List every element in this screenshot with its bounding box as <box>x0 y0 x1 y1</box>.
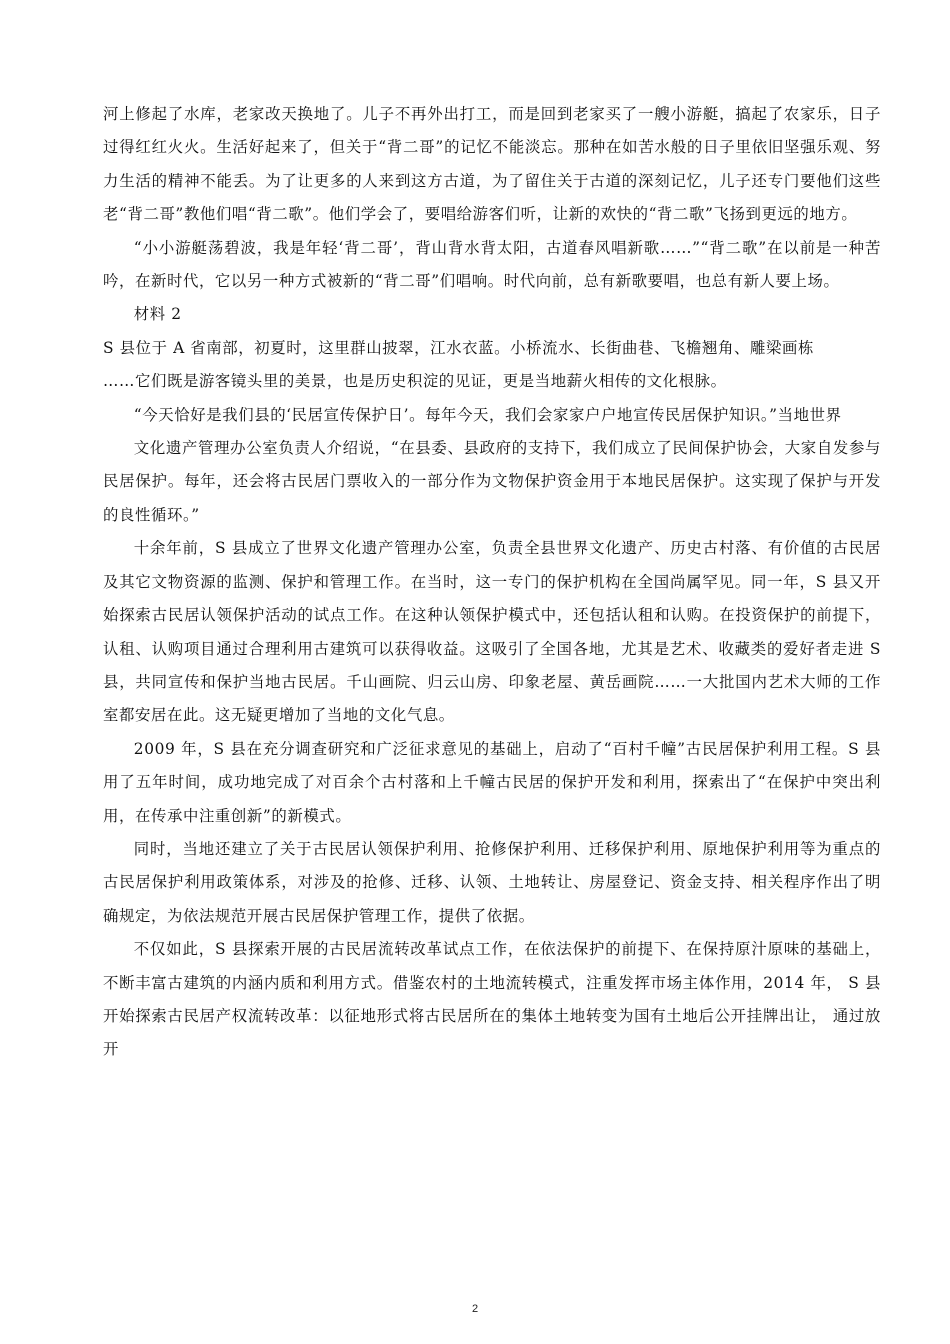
paragraph-8: 十余年前，S 县成立了世界文化遗产管理办公室，负责全县世界文化遗产、历史古村落、有价值的古民居及其它文物资源的监测、保护和管理工作。在当时，这一专门的保护机构在全国尚属罕见。同一年，S 县又开始探索古民居认领保护活动的试点工作。在这种认领保护模式中，还包括认租和认购。在投资保护的前提下，认租、认购项目通过合理利用古建筑可以获得收益。这吸引了全国各地，尤其是艺术、收藏类的爱好者走进 S 县，共同宣传和保护当地古民居。千山画院、归云山房、印象老屋、黄岳画院……一大批国内艺术大师的工作室都安居在此。这无疑更增加了当地的文化气息。 <box>103 539 881 725</box>
section-heading-material-2: 材料 2 <box>133 305 182 324</box>
paragraph-1: 河上修起了水库，老家改天换地了。儿子不再外出打工，而是回到老家买了一艘小游艇，搞起了农家乐，日子过得红红火火。生活好起来了，但关于“背二哥”的记忆不能淡忘。那种在如苦水般的日子里依旧坚强乐观、努力生活的精神不能丢。为了让更多的人来到这方古道，为了留住关于古道的深刻记忆，儿子还专门要他们这些老“背二哥”教他们唱“背二歌”。他们学会了，要唱给游客们听，让新的欢快的“背二歌”飞扬到更远的地方。 <box>103 105 881 224</box>
paragraph-2: “小小游艇荡碧波，我是年轻‘背二哥’，背山背水背太阳，古道春风唱新歌……”“背二歌”在以前是一种苦吟，在新时代，它以另一种方式被新的“背二哥”们唱响。时代向前，总有新歌要唱，也总有新人要上场。 <box>103 238 881 291</box>
paragraph-10: 同时，当地还建立了关于古民居认领保护利用、抢修保护利用、迁移保护利用、原地保护利用等为重点的古民居保护利用政策体系，对涉及的抢修、迁移、认领、土地转让、房屋登记、资金支持、相关程序作出了明确规定，为依法规范开展古民居保护管理工作，提供了依据。 <box>103 839 881 925</box>
paragraph-6: “今天恰好是我们县的‘民居宣传保护日’。每年今天，我们会家家户户地宣传民居保护知识。”当地世界 <box>133 405 842 424</box>
paragraph-4: S 县位于 A 省南部，初夏时，这里群山披翠，江水衣蓝。小桥流水、长街曲巷、飞檐翘角、雕梁画栋 <box>103 338 814 357</box>
paragraph-5: ……它们既是游客镜头里的美景，也是历史积淀的见证，更是当地薪火相传的文化根脉。 <box>103 372 727 391</box>
document-body <box>103 98 881 1067</box>
page-number: 2 <box>471 1303 479 1315</box>
paragraph-7: 文化遗产管理办公室负责人介绍说，“在县委、县政府的支持下，我们成立了民间保护协会，大家自发参与民居保护。每年，还会将古民居门票收入的一部分作为文物保护资金用于本地民居保护。这实现了保护与开发的良性循环。” <box>103 439 881 524</box>
paragraph-9: 2009 年，S 县在充分调查研究和广泛征求意见的基础上，启动了“百村千幢”古民居保护利用工程。S 县用了五年时间，成功地完成了对百余个古村落和上千幢古民居的保护开发和利用，探索出了“在保护中突出利用，在传承中注重创新”的新模式。 <box>103 739 881 825</box>
paragraph-11: 不仅如此，S 县探索开展的古民居流转改革试点工作，在依法保护的前提下、在保持原汁原味的基础上，不断丰富古建筑的内涵内质和利用方式。借鉴农村的土地流转模式，注重发挥市场主体作用，2014 年， S 县开始探索古民居产权流转改革：以征地形式将古民居所在的集体土地转变为国有土地后公开挂牌出让， 通过放开 <box>103 940 881 1059</box>
